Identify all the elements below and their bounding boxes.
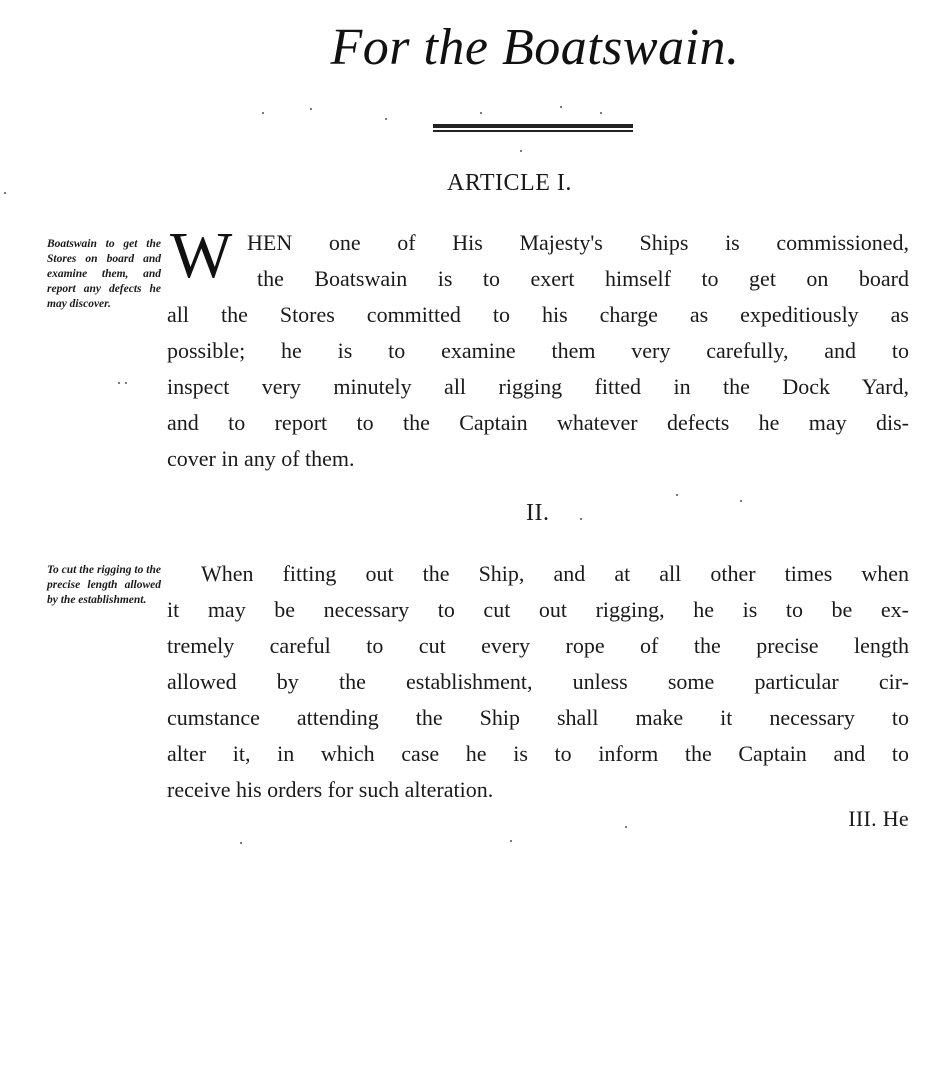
title-rule [433, 124, 633, 132]
scan-speck [740, 500, 742, 502]
paragraph-line: alter it, in which case he is to inform the Captain and to [167, 741, 909, 766]
scan-speck [676, 494, 678, 496]
paragraph-line: HEN one of His Majesty's Ships is commissioned, [247, 230, 909, 255]
margin-note-article-2: To cut the rigging to the precise length allowed by the establishment. [47, 564, 161, 606]
paragraph-line: possible; he is to examine them very carefully, and to [167, 338, 909, 363]
paragraph-line: cover in any of them. [167, 446, 355, 471]
scan-speck [560, 106, 562, 108]
scan-speck [520, 150, 522, 152]
paragraph-line: When fitting out the Ship, and at all other times when [201, 561, 909, 586]
scan-speck [262, 112, 264, 114]
scan-speck [580, 518, 582, 520]
scan-speck [118, 382, 120, 384]
scan-speck [240, 842, 242, 844]
scan-speck [4, 192, 6, 194]
paragraph-line: allowed by the establishment, unless some particular cir- [167, 669, 909, 694]
paragraph-line: it may be necessary to cut out rigging, he is to be ex- [167, 597, 909, 622]
scan-speck [385, 118, 387, 120]
scan-speck [625, 826, 627, 828]
article-2-paragraph [167, 556, 909, 808]
article-2-heading: II. [526, 500, 550, 526]
scan-speck [310, 108, 312, 110]
paragraph-line: all the Stores committed to his charge as expeditiously as [167, 302, 909, 327]
drop-cap: W [170, 219, 233, 292]
paragraph-line: and to report to the Captain whatever defects he may dis- [167, 410, 909, 435]
margin-note-article-1: Boatswain to get the Stores on board and examine them, and report any defects he may discover. [47, 238, 161, 310]
article-1-paragraph [167, 219, 909, 477]
paragraph-line: inspect very minutely all rigging fitted in the Dock Yard, [167, 374, 909, 399]
scan-speck [510, 840, 512, 842]
paragraph-line: tremely careful to cut every rope of the precise length [167, 633, 909, 658]
paragraph-line: receive his orders for such alteration. [167, 777, 494, 802]
scan-speck [600, 112, 602, 114]
paragraph-line: the Boatswain is to exert himself to get on board [257, 266, 909, 291]
article-1-heading: ARTICLE I. [447, 170, 572, 196]
page-title: For the Boatswain. [330, 19, 740, 76]
scan-speck [480, 112, 482, 114]
paragraph-line: cumstance attending the Ship shall make it necessary to [167, 705, 909, 730]
catchword: III. He [848, 806, 909, 831]
scan-speck [125, 382, 127, 384]
